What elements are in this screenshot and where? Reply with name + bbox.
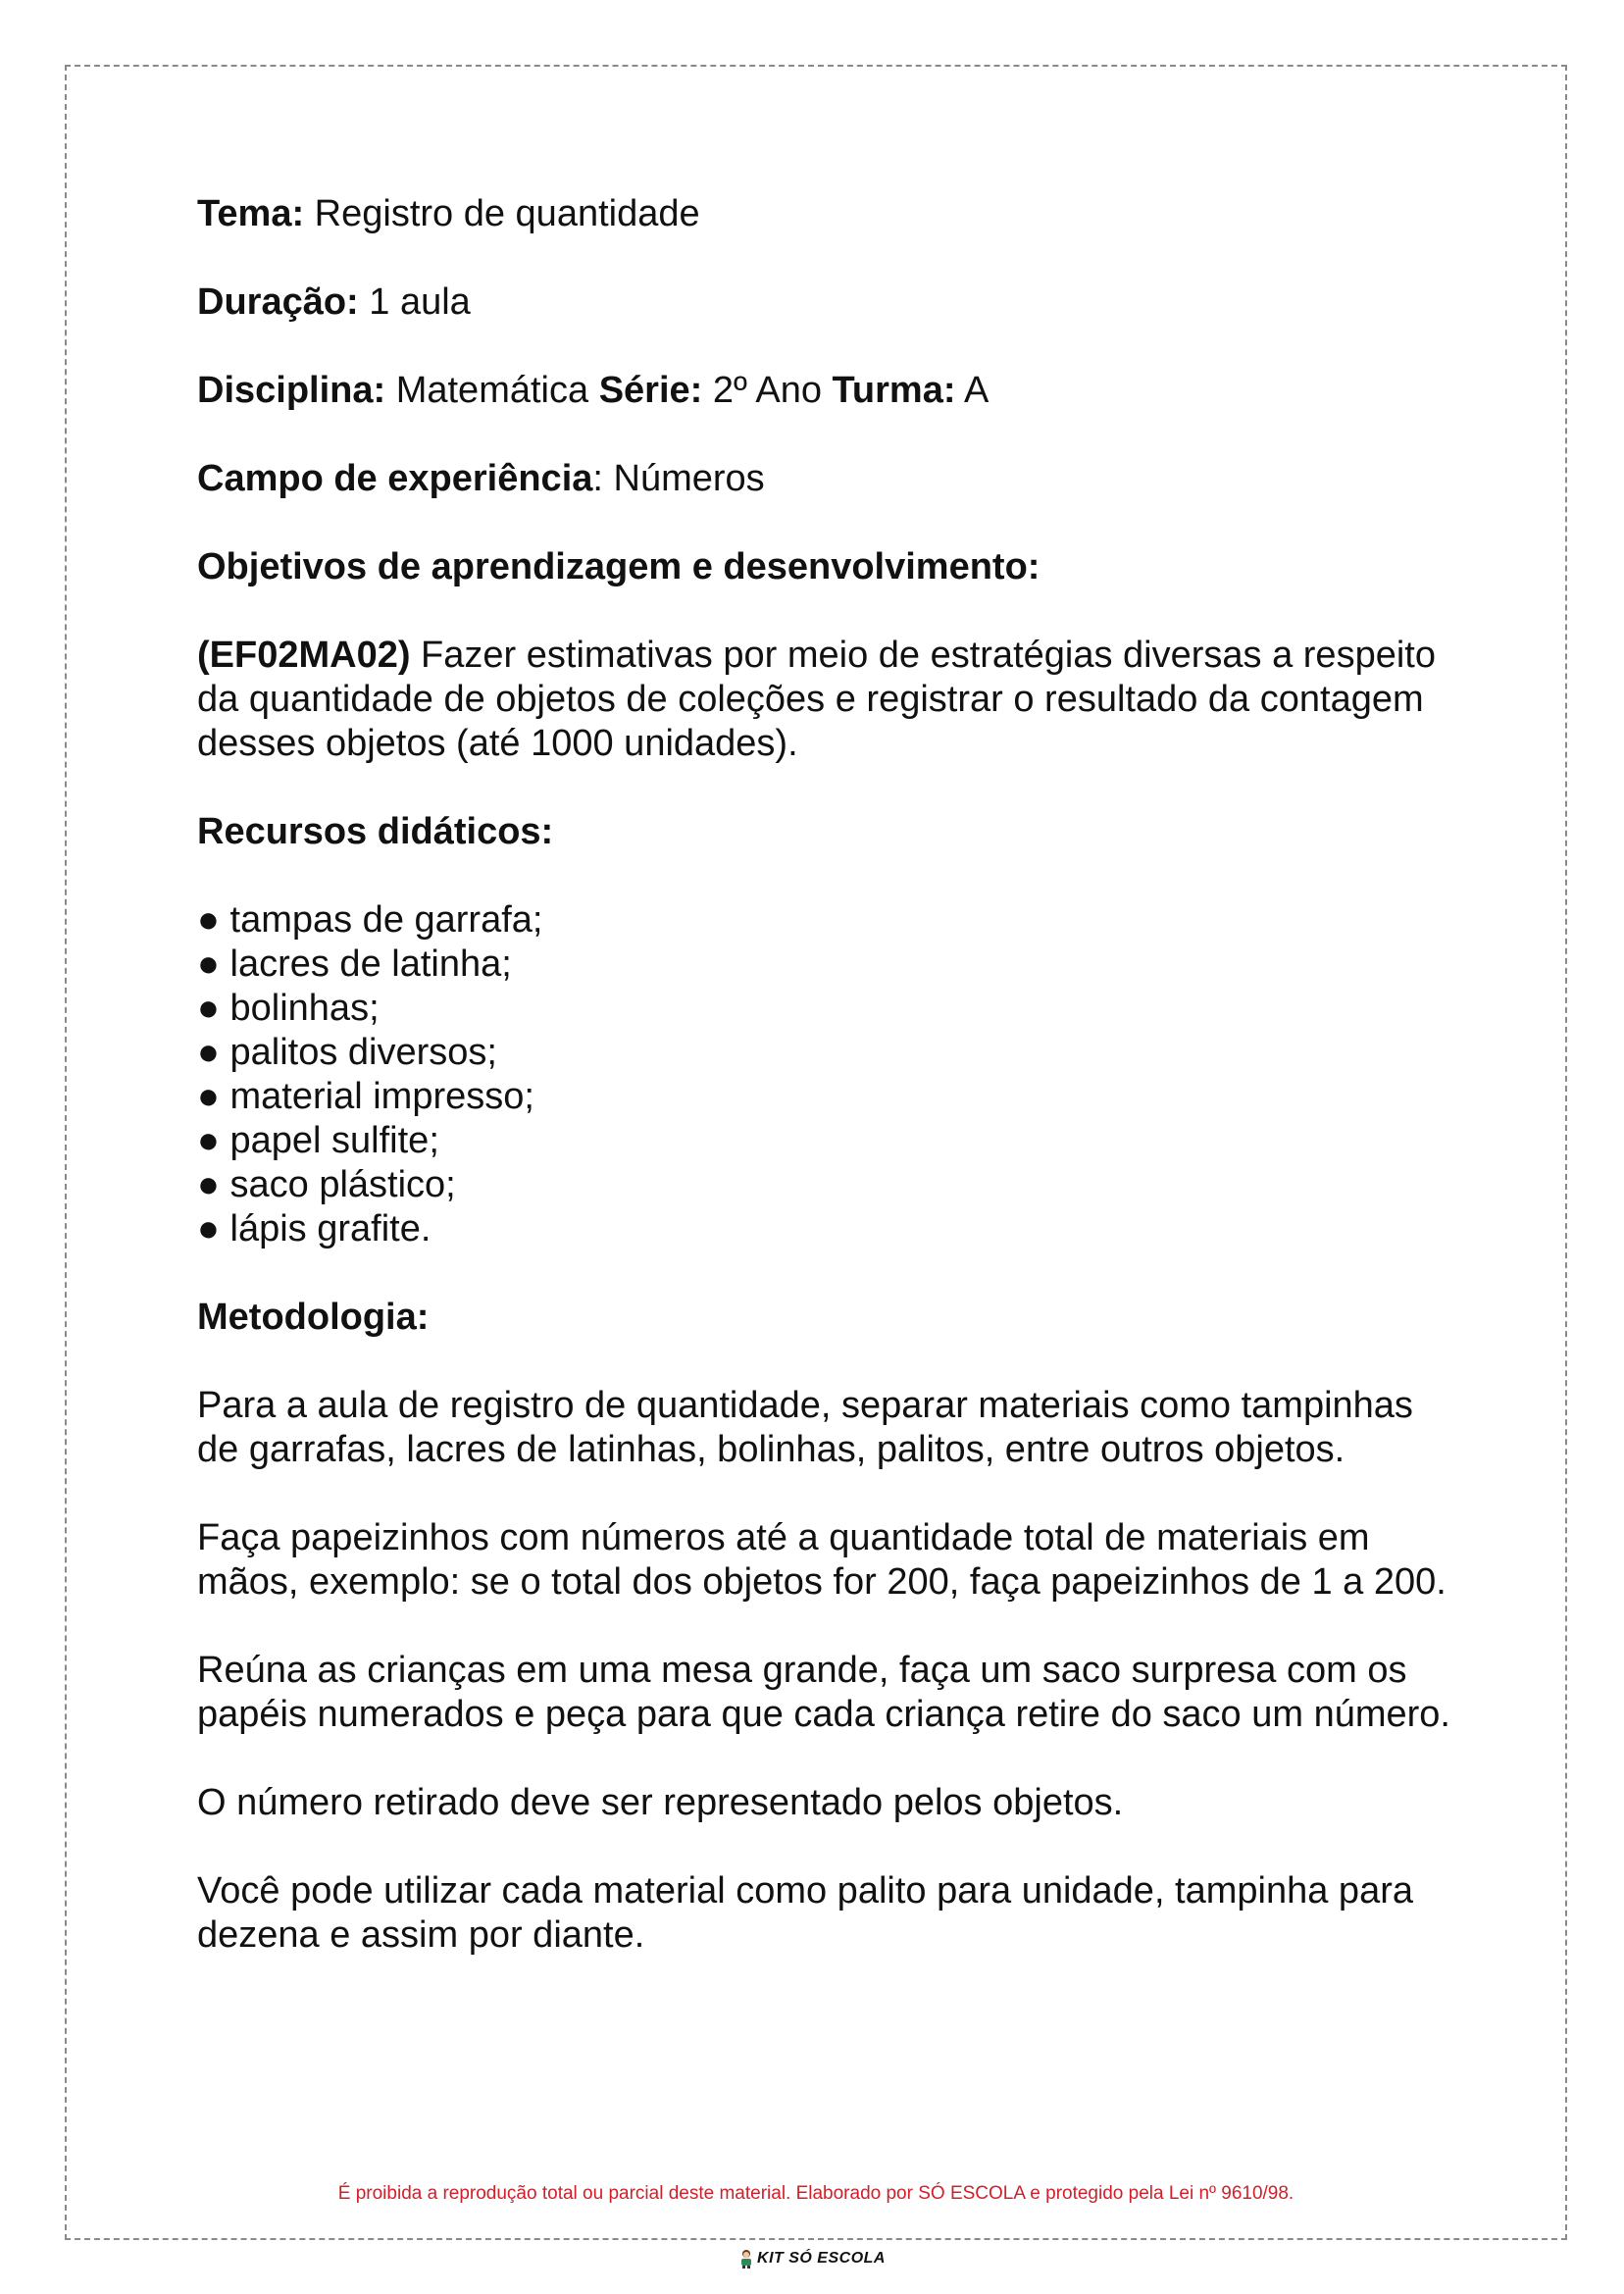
tema-label: Tema:	[197, 193, 305, 234]
list-item: ● tampas de garrafa;	[197, 899, 543, 941]
duracao-label: Duração:	[197, 281, 359, 323]
list-item: ● material impresso;	[197, 1076, 534, 1117]
list-item: ● lacres de latinha;	[197, 943, 512, 985]
duracao-line	[197, 280, 1452, 325]
campo-value: : Números	[592, 458, 765, 499]
disciplina-line	[197, 369, 1452, 413]
footer-logo	[0, 2249, 1624, 2269]
metodologia-paragraph: Faça papeizinhos com números até a quantidade total de materiais em mãos, exemplo: se o total dos objetos for 200, faça papeizinhos de 1 a 200.	[197, 1517, 1446, 1603]
metodologia-paragraph: O número retirado deve ser representado pelos objetos.	[197, 1782, 1124, 1823]
logo-text: KIT SÓ ESCOLA	[757, 2250, 886, 2267]
serie-value: 2º Ano	[702, 370, 833, 411]
disciplina-value: Matemática	[385, 370, 599, 411]
turma-value: A	[955, 370, 990, 411]
bncc-code: (EF02MA02)	[197, 635, 411, 676]
campo-label: Campo de experiência	[197, 458, 593, 499]
metodologia-paragraph: Você pode utilizar cada material como palito para unidade, tampinha para dezena e assim por diante.	[197, 1870, 1413, 1956]
list-item: ● papel sulfite;	[197, 1120, 439, 1161]
metodologia-paragraph: Para a aula de registro de quantidade, separar materiais como tampinhas de garrafas, lacres de latinhas, bolinhas, palitos, entre outros objetos.	[197, 1385, 1413, 1470]
duracao-value: 1 aula	[358, 281, 471, 323]
list-item: ● bolinhas;	[197, 988, 380, 1029]
list-item: ● lápis grafite.	[197, 1208, 431, 1249]
list-item: ● saco plástico;	[197, 1164, 456, 1205]
campo-line	[197, 457, 1452, 501]
recursos-heading	[197, 810, 1452, 854]
disciplina-label: Disciplina:	[197, 370, 386, 411]
list-item: ● palitos diversos;	[197, 1032, 497, 1073]
document-body	[197, 192, 1452, 1958]
objetivos-heading	[197, 545, 1452, 589]
tema-value: Registro de quantidade	[304, 193, 700, 234]
metodologia-paragraph: Reúna as crianças em uma mesa grande, faça um saco surpresa com os papéis numerados e peça para que cada criança retire do saco um número.	[197, 1650, 1450, 1735]
turma-label: Turma:	[832, 370, 956, 411]
recursos-list	[197, 898, 1452, 1251]
tema-line	[197, 192, 1452, 236]
objetivos-text	[197, 634, 1452, 766]
objetivos-heading-text: Objetivos de aprendizagem e desenvolvimento:	[197, 546, 1040, 587]
copyright-notice: É proibida a reprodução total ou parcial deste material. Elaborado por SÓ ESCOLA e protegido pela Lei nº 9610/98.	[337, 2183, 1294, 2204]
serie-label: Série:	[598, 370, 703, 411]
metodologia-heading	[197, 1296, 1452, 1340]
kid-icon	[738, 2249, 754, 2269]
objetivos-description: Fazer estimativas por meio de estratégias diversas a respeito da quantidade de objetos de coleções e registrar o resultado da contagem desses objetos (até 1000 unidades).	[197, 635, 1436, 764]
recursos-heading-text: Recursos didáticos:	[197, 811, 554, 852]
metodologia-heading-text: Metodologia:	[197, 1297, 430, 1338]
